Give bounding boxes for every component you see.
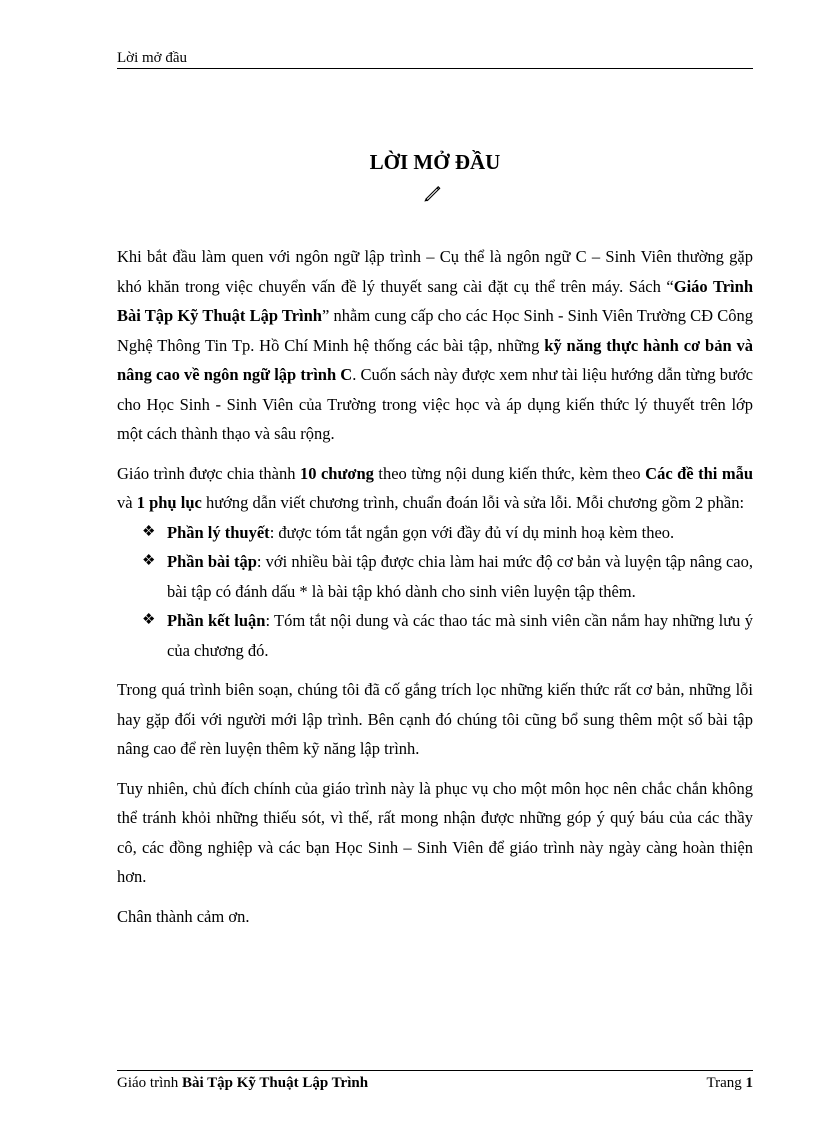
running-footer — [117, 1074, 753, 1092]
paragraph-thanks: Chân thành cảm ơn. — [117, 906, 250, 926]
diamond-bullet-icon: ❖ — [142, 612, 156, 628]
skills-bold: kỹ năng thực hành cơ bản và nâng cao về ngôn ngữ lập trình C — [117, 335, 753, 384]
list-item: ❖ Phần bài tập: với nhiều bài tập được chia làm hai mức độ cơ bản và luyện tập nâng cao, bài tập có đánh dấu * là bài tập khó dành cho sinh viên luyện tập thêm. — [117, 547, 753, 606]
paragraph-feedback: Tuy nhiên, chủ đích chính của giáo trình này là phục vụ cho một môn học nên chắc chắn không thể tránh khỏi những thiếu sót, vì thế, rất mong nhận được những góp ý quý báu của các thầy cô, các đồng nghiệp và các bạn Học Sinh – Sinh Viên để giáo trình này ngày càng hoàn thiện hơn. — [117, 778, 753, 886]
paragraph-intro: Khi bắt đầu làm quen với ngôn ngữ lập trình – Cụ thể là ngôn ngữ C – Sinh Viên thường gặp khó khăn trong việc chuyển vấn đề lý thuyết sang cài đặt cụ thể trên máy. Sách “Giáo Trình Bài Tập Kỹ Thuật Lập Trình” nhằm cung cấp cho các Học Sinh - Sinh Viên Trường CĐ Công Nghệ Thông Tin Tp. Hồ Chí Minh hệ thống các bài tập, những kỹ năng thực hành cơ bản và nâng cao về ngôn ngữ lập trình C. Cuốn sách này được xem như tài liệu hướng dẫn từng bước cho Học Sinh - Sinh Viên của Trường trong việc học và áp dụng kiến thức lý thuyết trên lớp một cách thành thạo và sâu rộng. — [117, 247, 753, 443]
running-header: Lời mở đầu — [117, 50, 188, 66]
pencil-icon — [423, 184, 441, 202]
list-item: ❖ Phần kết luận: Tóm tắt nội dung và các thao tác mà sinh viên cần nắm hay những lưu ý của chương đó. — [117, 606, 753, 665]
chapter-parts-list — [117, 518, 753, 666]
page-title: LỜI MỞ ĐẦU — [369, 150, 501, 174]
paragraph-compilation: Trong quá trình biên soạn, chúng tôi đã cố gắng trích lọc những kiến thức rất cơ bản, những lỗi hay gặp đối với người mới lập trình. Bên cạnh đó chúng tôi cũng bổ sung thêm một số bài tập nâng cao để rèn luyện thêm kỹ năng lập trình. — [117, 680, 753, 758]
footer-divider — [117, 1070, 753, 1071]
header-divider — [117, 68, 753, 69]
footer-book-title: Giáo trình Bài Tập Kỹ Thuật Lập Trình — [117, 1075, 369, 1091]
diamond-bullet-icon: ❖ — [142, 523, 156, 540]
page-number: Trang 1 — [706, 1075, 753, 1091]
list-item: ❖ Phần lý thuyết: được tóm tắt ngắn gọn với đầy đủ ví dụ minh hoạ kèm theo. — [117, 518, 753, 548]
book-title-bold: Giáo Trình Bài Tập Kỹ Thuật Lập Trình — [117, 276, 753, 325]
paragraph-structure: Giáo trình được chia thành 10 chương theo từng nội dung kiến thức, kèm theo Các đề thi mẫu và 1 phụ lục hướng dẫn viết chương trình, chuẩn đoán lỗi và sửa lỗi. Mỗi chương gồm 2 phần: — [117, 463, 753, 512]
diamond-bullet-icon: ❖ — [142, 553, 156, 569]
document-body — [117, 242, 753, 941]
